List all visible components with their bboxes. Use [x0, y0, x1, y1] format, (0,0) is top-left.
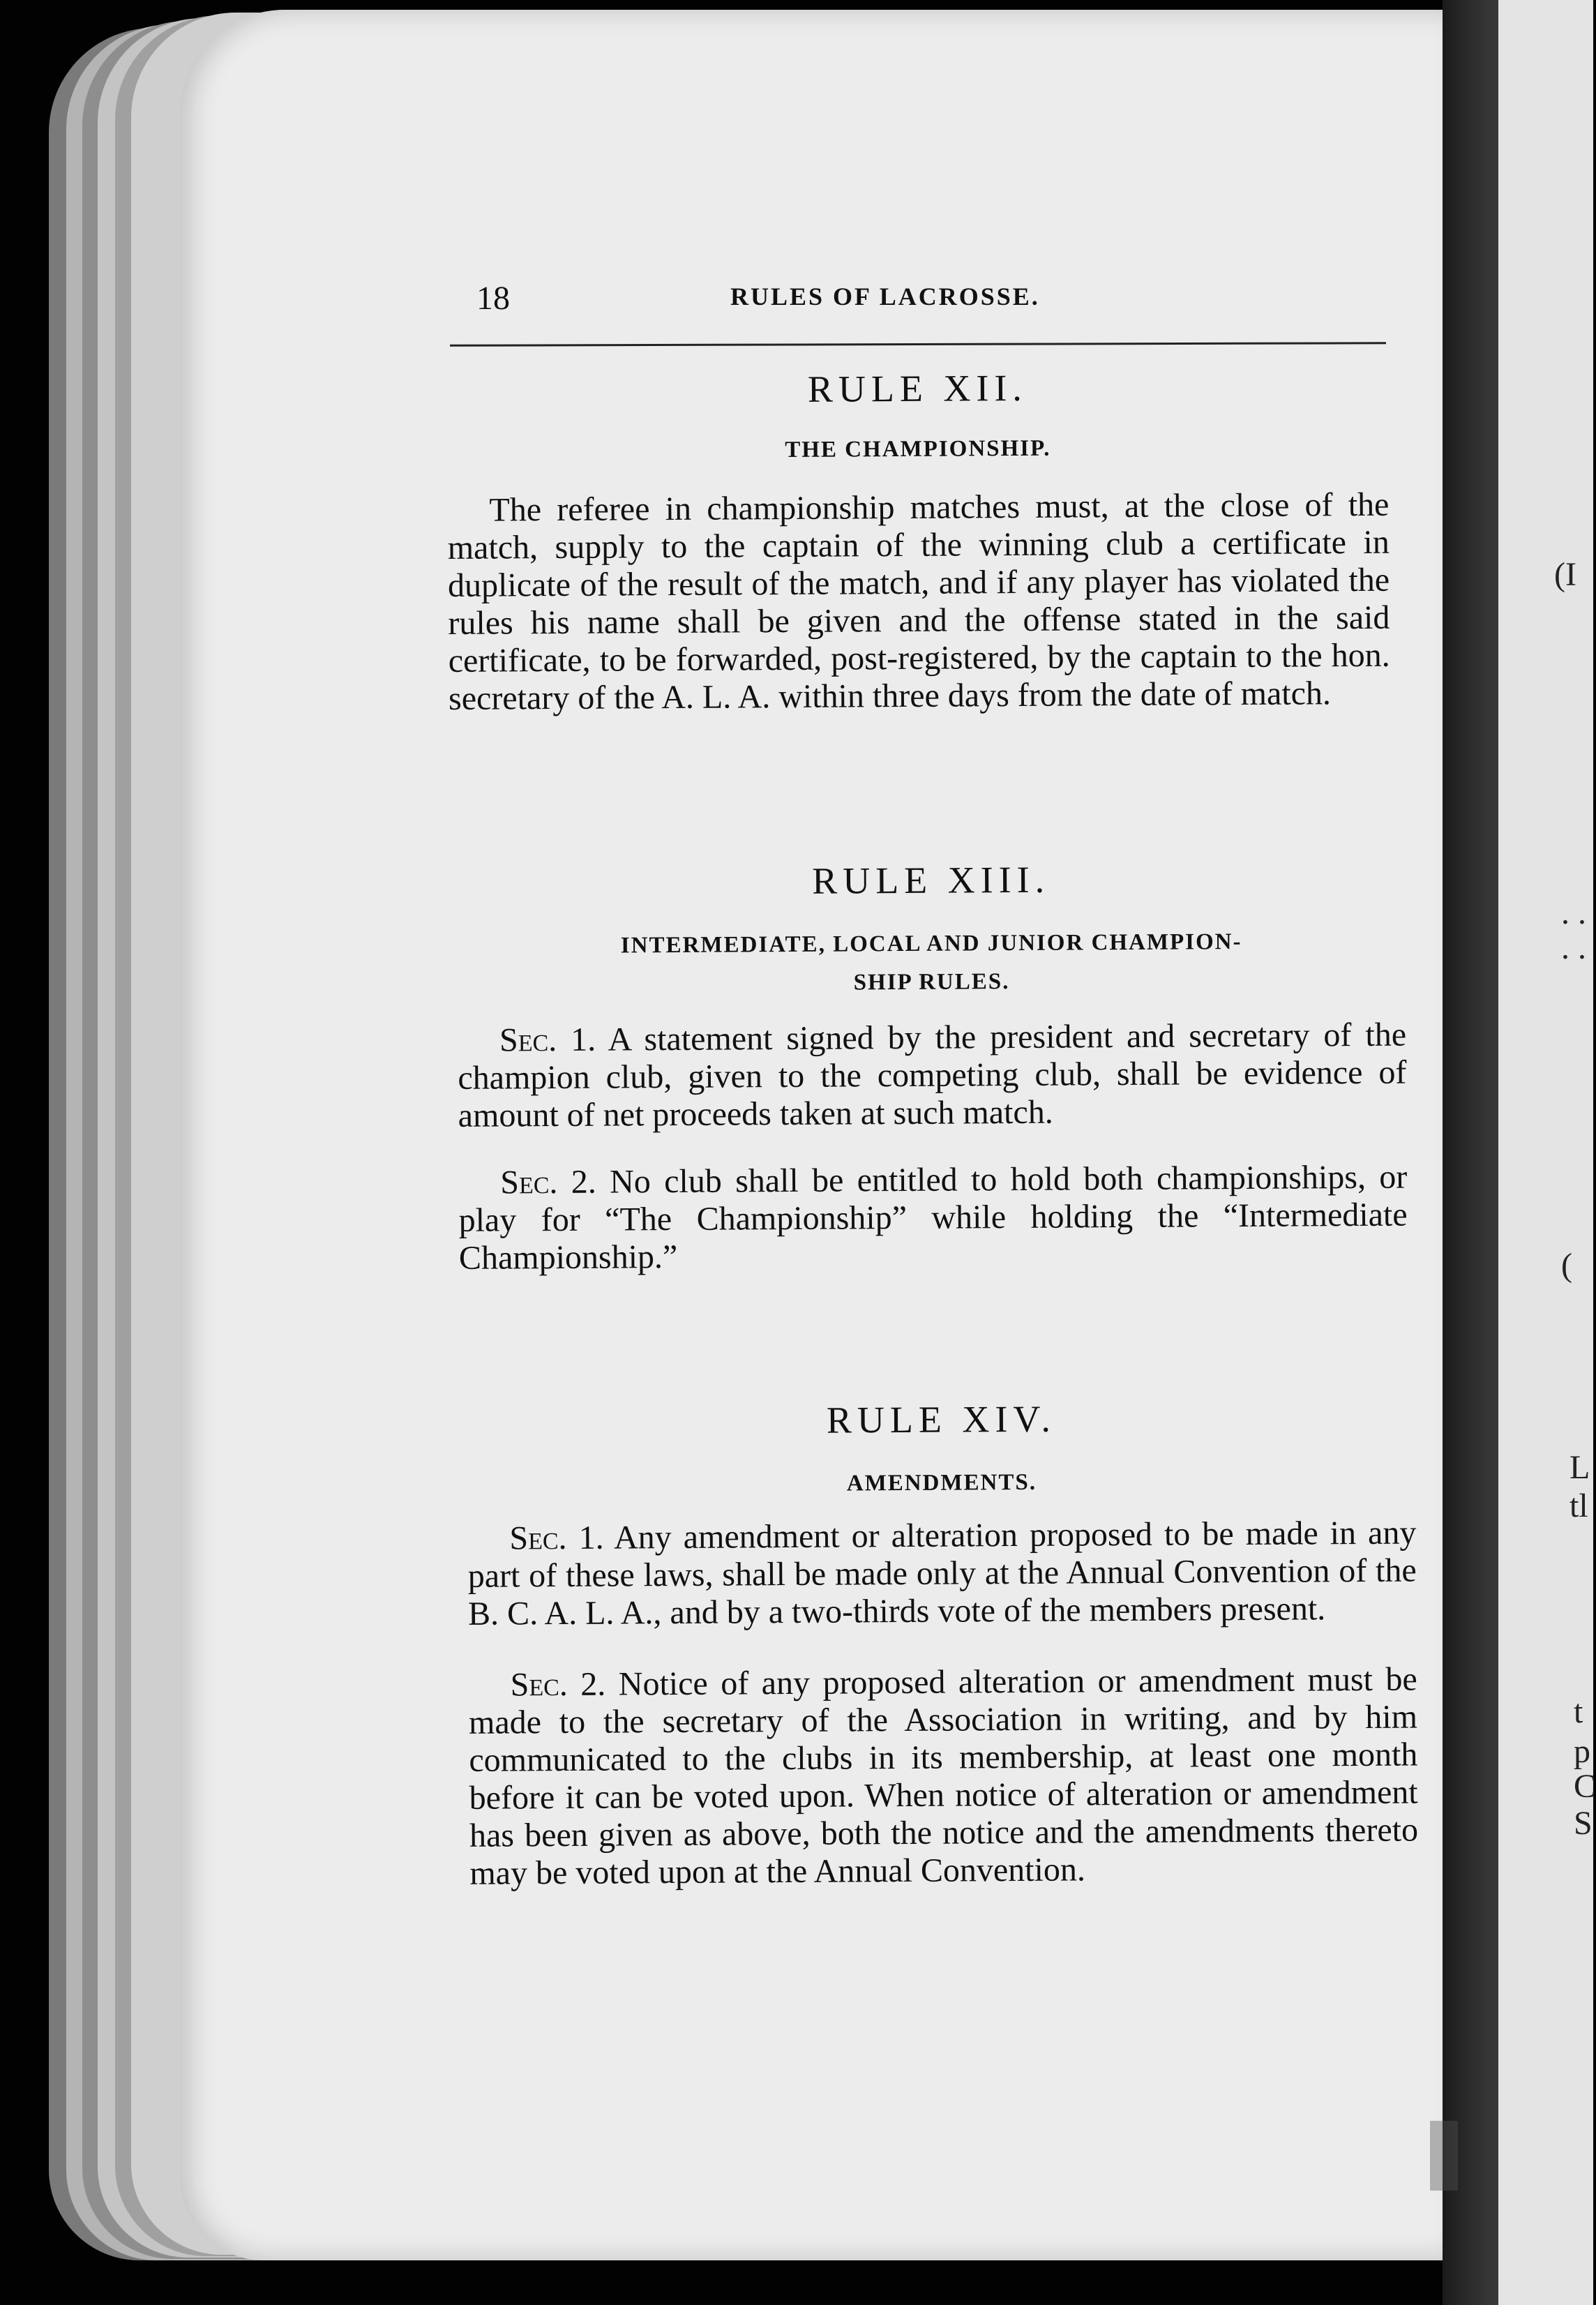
- facing-page: [1498, 0, 1596, 2305]
- section-label: Sec. 1.: [509, 1519, 604, 1557]
- rule-xii-subtitle: THE CHAMPIONSHIP.: [785, 435, 1051, 463]
- section-label: Sec. 1.: [499, 1021, 596, 1059]
- section-label: Sec. 2.: [500, 1163, 596, 1201]
- rule-xiv-sec1: [467, 1515, 1417, 1633]
- running-title: RULES OF LACROSSE.: [730, 283, 1040, 310]
- facing-fragment: t: [1574, 1693, 1583, 1730]
- facing-fragment: . .: [1561, 929, 1586, 966]
- rule-xiv-section: [467, 1395, 1418, 1893]
- facing-fragment: S: [1574, 1805, 1593, 1842]
- rule-xiv-sec2: [469, 1661, 1419, 1893]
- rule-xii-section: [446, 364, 1390, 718]
- rule-xiii-section: [456, 856, 1408, 1277]
- page-number: 18: [476, 280, 510, 317]
- section-text: Notice of any proposed alteration or amendment must be made to the secretary of the Association in writing, and by him communicated to the clubs in its membership, at least one month before it can be voted upon. When notice of alteration or amendment has been given as above, both the notice and the amendments thereto may be voted upon at the Annual Convention.: [468, 1660, 1419, 1892]
- section-text: No club shall be entitled to hold both championships, or play for “The Championship” while holding the “Intermediate Championship.”: [458, 1158, 1408, 1277]
- rule-xii-paragraph: The referee in championship matches must, at the close of the match, supply to the captain of the winning club a certificate in duplicate of the result of the match, and if any player has violated the rules his name shall be given and the offense stated in the said certificate, to be forwarded, post-registered, by the captain to the hon. secretary of the A. L. A. within three days from the date of match.: [447, 486, 1390, 717]
- facing-fragment: . .: [1561, 894, 1586, 931]
- rule-xiv-subtitle: AMENDMENTS.: [846, 1469, 1037, 1496]
- facing-fragment: (I: [1554, 556, 1576, 593]
- rule-xiii-sec1: [458, 1016, 1407, 1135]
- facing-fragment: (: [1561, 1247, 1572, 1284]
- rule-xiii-subtitle-line1: INTERMEDIATE, LOCAL AND JUNIOR CHAMPION-: [620, 929, 1242, 959]
- rule-xiv-title: RULE XIV.: [826, 1397, 1057, 1441]
- section-label: Sec. 2.: [510, 1665, 606, 1704]
- book-gutter: [1443, 0, 1498, 2305]
- rule-xiii-subtitle-line2: SHIP RULES.: [853, 969, 1010, 996]
- rule-xii-title: RULE XII.: [807, 366, 1028, 410]
- running-head: [476, 279, 1383, 321]
- facing-fragment: tl: [1569, 1487, 1588, 1524]
- section-text: Any amendment or alteration proposed to be made in any part of these laws, shall be made only at the Annual Convention of the B. C. A. L. A., and by a two-thirds vote of the members present.: [467, 1514, 1417, 1632]
- binding-mark: [1430, 2121, 1458, 2191]
- facing-fragment: L: [1569, 1449, 1590, 1486]
- rule-xiii-title: RULE XIII.: [812, 858, 1051, 902]
- rule-xiii-sec2: [458, 1159, 1408, 1277]
- facing-fragment: C: [1574, 1768, 1596, 1805]
- section-text: A statement signed by the president and secretary of the champion club, given to the competing club, shall be evidence of amount of net proceeds taken at such match.: [458, 1016, 1407, 1134]
- facing-fragment: p: [1574, 1733, 1590, 1770]
